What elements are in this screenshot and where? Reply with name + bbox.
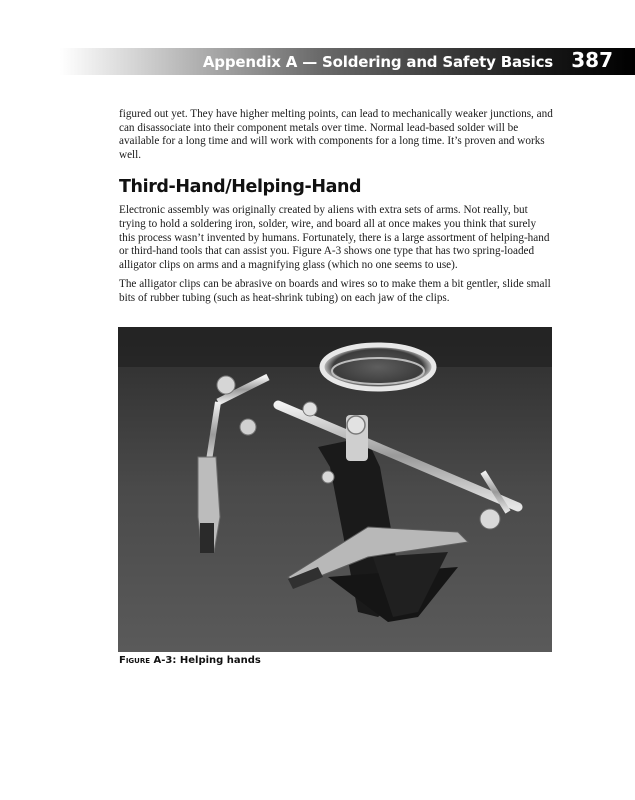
section-heading: Third-Hand/Helping-Hand <box>119 177 362 198</box>
page-number: 387 <box>571 48 613 72</box>
figure-caption-text: Helping hands <box>179 655 261 666</box>
running-header <box>60 48 635 75</box>
paragraph-alligator-clips: The alligator clips can be abrasive on boards and wires so to make them a bit gentler, slide small bits of rubber tubing (such as heat-shrink tubing) on each jaw of the clips. <box>119 278 551 304</box>
helping-hands-photo-illustration <box>118 327 552 652</box>
running-header-title: Appendix A — Soldering and Safety Basics <box>202 53 553 71</box>
page-body <box>119 108 553 312</box>
paragraph-helping-hand-intro: Electronic assembly was originally created by aliens with extra sets of arms. Not really, but trying to hold a soldering iron, solder, wire, and board all at once makes you think that surely this process wasn’t invented by humans. Fortunately, there is a large assortment of helping-hand or third-hand tools that can assist you. Figure A-3 shows one type that has two spring-loaded alligator clips on arms and a magnifying glass (which no one seems to use). <box>119 204 550 271</box>
figure-caption <box>119 655 261 666</box>
paragraph-solder-continuation: figured out yet. They have higher melting points, can lead to mechanically weaker junctions, and can disassociate into their component metals over time. Normal lead-based solder will be available for a long time and will work with components for a long time. It’s proven and works well. <box>119 108 553 161</box>
figure-label: Figure A-3: <box>119 655 177 666</box>
figure-photo-helping-hands <box>118 327 552 652</box>
